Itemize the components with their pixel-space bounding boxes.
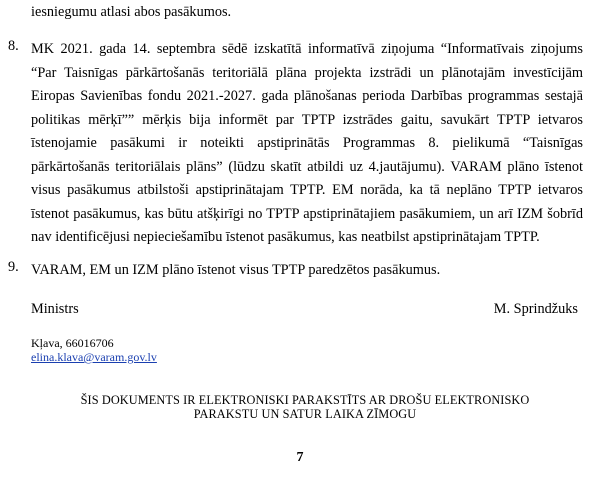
notice-line-2: PARAKSTU UN SATUR LAIKA ZĪMOGU — [193, 407, 417, 421]
signatory-name: M. Sprindžuks — [493, 301, 578, 317]
continued-text: iesniegumu atlasi abos pasākumos. — [31, 4, 232, 20]
item-9-paragraph: VARAM, EM un IZM plāno īstenot visus TPTP paredzētos pasākumus. — [31, 262, 441, 278]
contact-block — [31, 336, 157, 364]
contact-email-link[interactable]: elina.klava@varam.gov.lv — [31, 350, 157, 364]
notice-line-1: ŠIS DOKUMENTS IR ELEKTRONISKI PARAKSTĪTS AR DROŠU ELEKTRONISKO — [80, 393, 530, 407]
item-number-9: 9. — [8, 259, 19, 275]
page-number: 7 — [296, 450, 304, 465]
e-signature-notice — [60, 393, 550, 421]
item-8-paragraph: MK 2021. gada 14. septembra sēdē izskatītā informatīvā ziņojuma “Informatīvais ziņojums “Par Taisnīgas pārkārtošanās teritoriālā plāna projekta izstrādi un plānotajām investīcijām Eiropas Savienības fondu 2021.-2027. gada plānošanas perioda Darbības programmas sestajā politikas mērķī”” mērķis bija informēt par TPTP izstrādes gaitu, savukārt TPTP ietvaros īstenojamie pasākumi ir noteikti apstiprinātās Programmas 8. pielikumā “Taisnīgas pārkārtošanās teritoriālais plāns” (lūdzu skatīt atbildi uz 4.jautājumu). VARAM plāno īstenot visus pasākumus atbilstoši apstiprinātajam TPTP. EM norāda, ka tā neplāno TPTP ietvaros īstenot pasākumus, kas būtu atšķirīgi no TPTP apstiprinātajiem pasākumiem, un arī IZM šobrīd nav identificējusi nepieciešamību īstenot pasākumus, kas neatbilst apstiprinātajam TPTP. — [31, 41, 583, 245]
signatory-title: Ministrs — [31, 301, 79, 317]
item-number-8: 8. — [8, 38, 19, 54]
contact-name-phone: Kļava, 66016706 — [31, 336, 114, 350]
